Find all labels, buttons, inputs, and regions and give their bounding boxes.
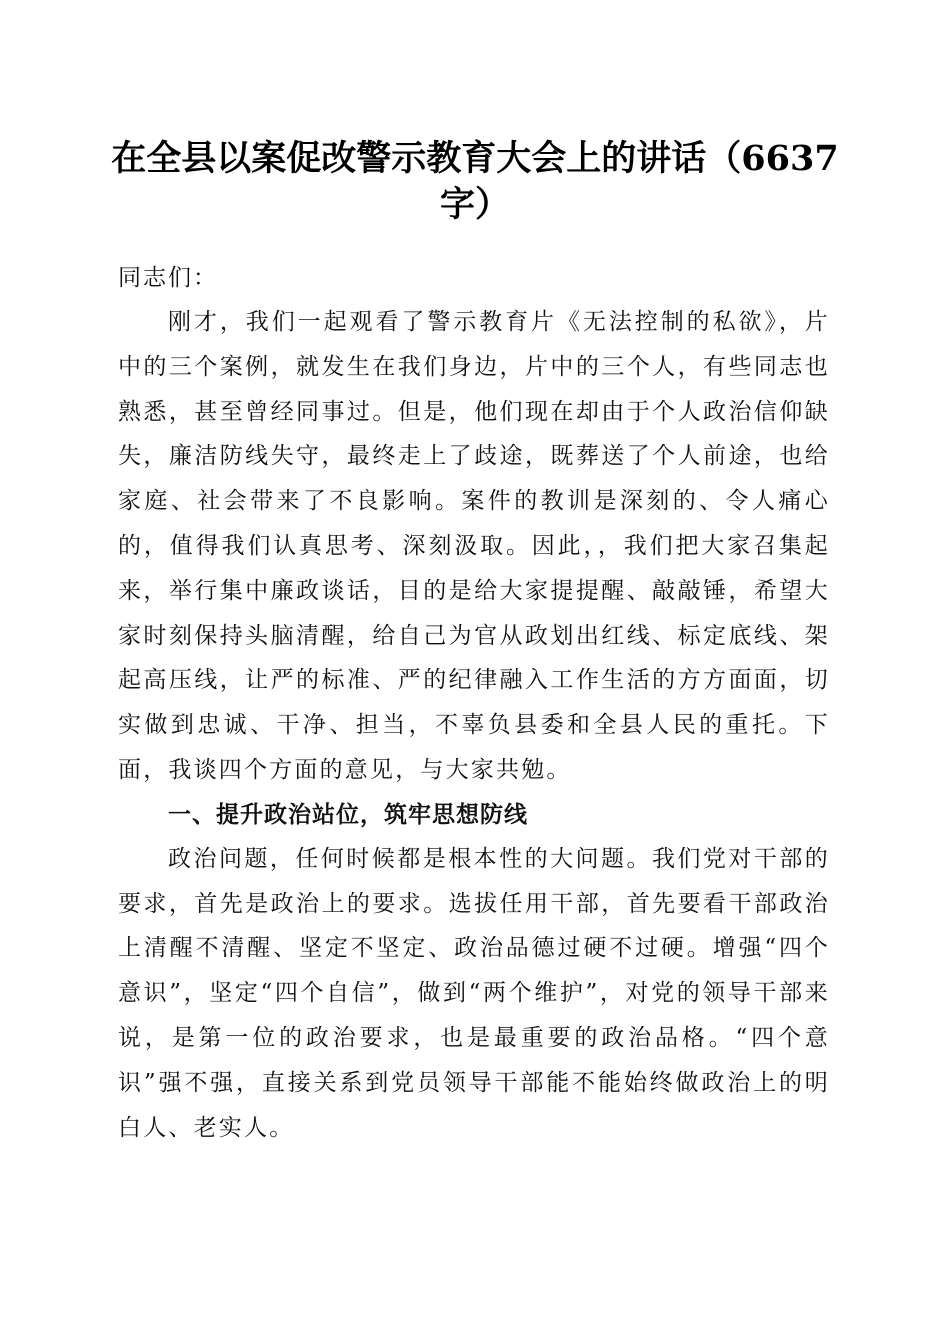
section-heading: 一、提升政治站位，筑牢思想防线 — [168, 801, 528, 828]
intro-paragraph: 刚才，我们一起观看了警示教育片《无法控制的私欲》，片中的三个案例，就发生在我们身边，片中的三个人，有些同志也熟悉，甚至曾经同事过。但是，他们现在却由于个人政治信仰缺失，廉洁防线失守，最终走上了歧途，既葬送了个人前途，也给家庭、社会带来了不良影响。案件的教训是深刻的、令人痛心的，值得我们认真思考、深刻汲取。因此，，我们把大家召集起来，举行集中廉政谈话，目的是给大家提提醒、敲敲锤，希望大家时刻保持头脑清醒，给自己为官从政划出红线、标定底线、架起高压线，让严的标准、严的纪律融入工作生活的方方面面，切实做到忠诚、干净、担当，不辜负县委和全县人民的重托。下面，我谈四个方面的意见，与大家共勉。 — [118, 309, 830, 783]
section-paragraph: 政治问题，任何时候都是根本性的大问题。我们党对干部的要求，首先是政治上的要求。选拔任用干部，首先要看干部政治上清醒不清醒、坚定不坚定、政治品德过硬不过硬。增强“四个意识”，坚定“四个自信”，做到“两个维护”，对党的领导干部来说，是第一位的政治要求，也是最重要的政治品格。“四个意识”强不强，直接关系到党员领导干部能不能始终做政治上的明白人、老实人。 — [118, 845, 830, 1141]
document-title: 在全县以案促改警示教育大会上的讲话（6637字） — [111, 138, 839, 225]
salutation: 同志们： — [118, 265, 218, 291]
document-body — [118, 256, 830, 1150]
